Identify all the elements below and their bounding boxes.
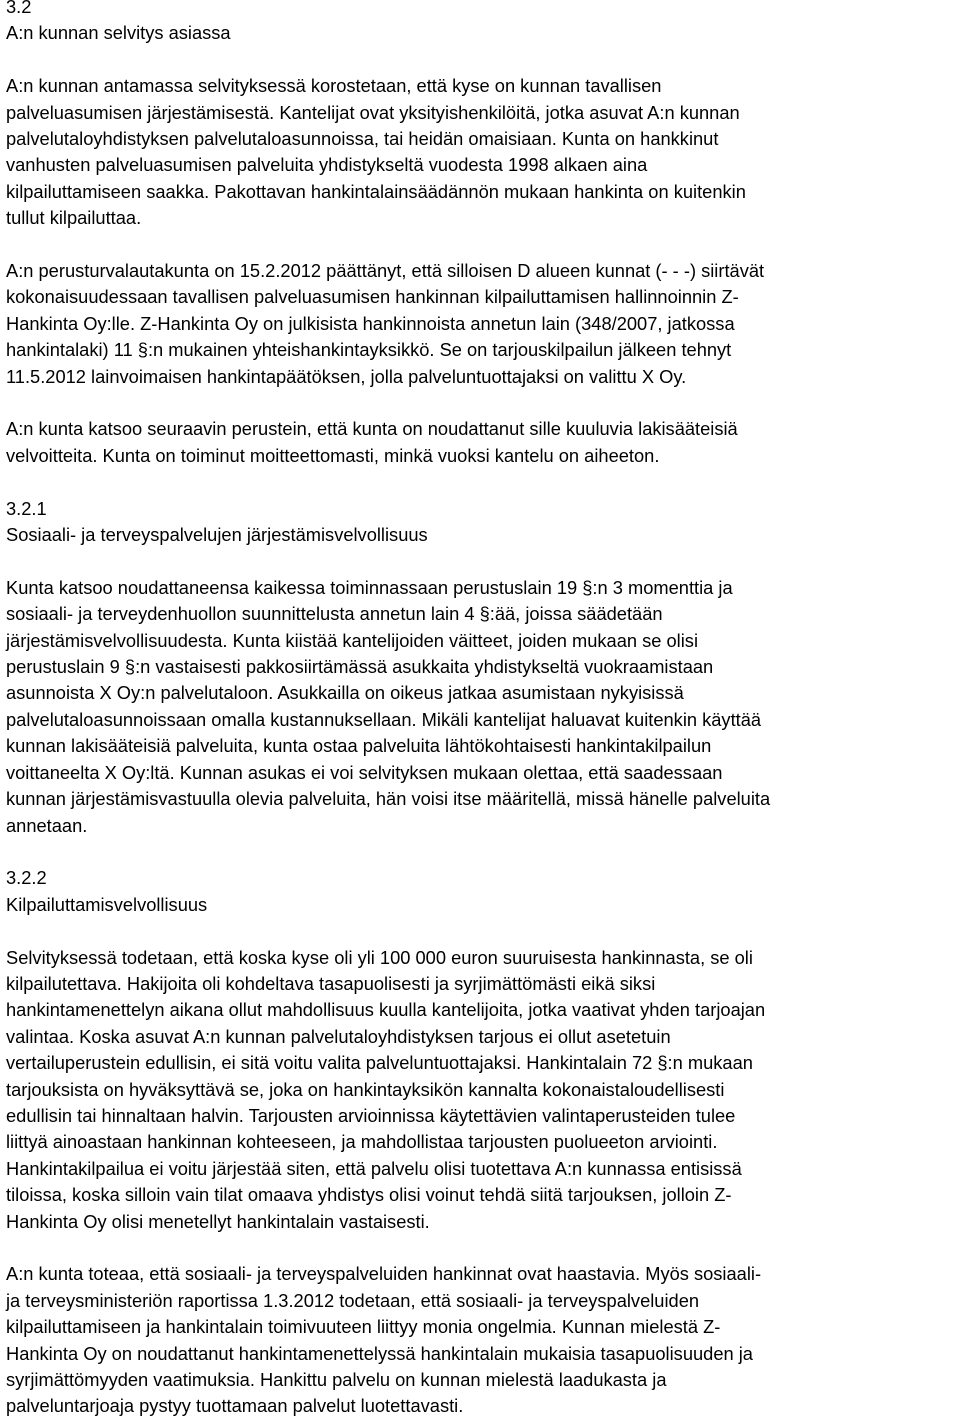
text-line: hankintalaki) 11 §:n mukainen yhteishankintayksikkö. Se on tarjouskilpailun jälkeen tehnyt (6, 339, 732, 361)
text-line: valintaa. Koska asuvat A:n kunnan palvelutaloyhdistyksen tarjous ei ollut asetetuin (6, 1025, 671, 1047)
intro-paragraph (6, 73, 948, 231)
text-line: Hankinta Oy olisi menetellyt hankintalain vastaisesti. (6, 1210, 430, 1232)
opinion-paragraph (6, 416, 948, 469)
text-line: tarjouksista on hyväksyttävä se, joka on hankintayksikön kannalta kokonaistaloudellisesti (6, 1078, 725, 1100)
paragraph-gap (6, 1235, 948, 1261)
paragraph-gap (6, 47, 948, 73)
text-line: ja terveysministeriön raportissa 1.3.2012 todetaan, että sosiaali- ja terveyspalveluiden (6, 1289, 700, 1311)
subsection-number: 3.2.2 (6, 867, 47, 889)
text-line: Kunta katsoo noudattaneensa kaikessa toiminnassaan perustuslain 19 §:n 3 momenttia ja (6, 576, 733, 598)
closing-paragraph (6, 1261, 948, 1419)
text-line: liittyä ainoastaan hankinnan kohteeseen, ja mahdollistaa tarjousten puolueeton arviointi. (6, 1131, 718, 1153)
text-line: A:n kunta katsoo seuraavin perustein, että kunta on noudattanut sille kuuluvia lakisääteisiä (6, 418, 738, 440)
text-line: Hankintakilpailua ei voitu järjestää siten, että palvelu olisi tuotettava A:n kunnassa entisissä (6, 1157, 742, 1179)
text-line: tullut kilpailuttaa. (6, 207, 142, 229)
section-number: 3.2 (6, 0, 32, 17)
text-line: palveluntarjoaja pystyy tuottamaan palvelut luotettavasti. (6, 1395, 464, 1417)
paragraph-gap (6, 839, 948, 865)
text-line: kokonaisuudessaan tavallisen palveluasumisen hankinnan kilpailuttamisen hallinnoinnin Z- (6, 286, 739, 308)
section-title: A:n kunnan selvitys asiassa (6, 22, 231, 44)
text-line: Hankinta Oy:lle. Z-Hankinta Oy on julkisista hankinnoista annetun lain (348/2007, jatkossa (6, 312, 735, 334)
text-line: järjestämisvelvollisuudesta. Kunta kiistää kantelijoiden väitteet, joiden mukaan se olisi (6, 629, 699, 651)
text-line: kilpailuttamiseen saakka. Pakottavan hankintalainsäädännön mukaan hankinta on kuitenkin (6, 180, 746, 202)
text-line: tiloissa, koska silloin vain tilat omaava yhdistys olisi voinut tehdä siitä tarjouksen, jolloin Z- (6, 1184, 732, 1206)
text-line: perustuslain 9 §:n vastaisesti pakkosiirtämässä asukkaita yhdistykseltä vuokraamistaan (6, 656, 714, 678)
text-line: A:n kunta toteaa, että sosiaali- ja terveyspalveluiden hankinnat ovat haastavia. Myös sosiaali- (6, 1263, 762, 1285)
text-line: sosiaali- ja terveydenhuollon suunnittelusta annetun lain 4 §:ää, joissa säädetään (6, 603, 663, 625)
text-line: voittaneelta X Oy:ltä. Kunnan asukas ei voi selvityksen mukaan olettaa, että saadessaan (6, 761, 723, 783)
text-line: palvelutaloyhdistyksen palvelutaloasunnoissa, tai heidän omaisiaan. Kunta on hankkinut (6, 128, 719, 150)
text-line: 11.5.2012 lainvoimaisen hankintapäätöksen, jolla palveluntuottajaksi on valittu X Oy. (6, 365, 687, 387)
text-line: hankintamenettelyn aikana ollut mahdollisuus kuulla kantelijoita, jotka vaativat yhden tarjoajan (6, 999, 766, 1021)
paragraph-gap (6, 548, 948, 574)
text-line: edullisin tai hinnaltaan halvin. Tarjousten arvioinnissa käytettävien valintaperusteiden tulee (6, 1104, 736, 1126)
text-line: Selvityksessä todetaan, että koska kyse oli yli 100 000 euron suuruisesta hankinnasta, se oli (6, 946, 753, 968)
text-line: kilpailutettava. Hakijoita oli kohdeltava tasapuolisesti ja syrjimättömästi eikä siksi (6, 972, 656, 994)
text-line: asunnoista X Oy:n palvelutaloon. Asukkailla on oikeus jatkaa asumistaan nykyisissä (6, 682, 684, 704)
text-line: kunnan järjestämisvastuulla olevia palveluita, hän voisi itse määritellä, missä hänelle palveluita (6, 788, 771, 810)
text-line: syrjimättömyyden vaatimuksia. Hankittu palvelu on kunnan mielestä laadukasta ja (6, 1369, 667, 1390)
paragraph-gap (6, 469, 948, 495)
paragraph-gap (6, 918, 948, 944)
text-line: palvelutaloasunnoissaan omalla kustannuksellaan. Mikäli kantelijat haluavat kuitenkin käyttää (6, 708, 762, 730)
text-line: velvoitteita. Kunta on toiminut moitteettomasti, minkä vuoksi kantelu on aiheeton. (6, 444, 660, 466)
decision-paragraph (6, 258, 948, 390)
text-line: vertailuperustein edullisin, ei sitä voitu valita palveluntuottajaksi. Hankintalain 72 §:n mukaan (6, 1052, 753, 1074)
text-line: vanhusten palveluasumisen palveluita yhdistykseltä vuodesta 1998 alkaen aina (6, 154, 648, 176)
text-line: kilpailuttamiseen ja hankintalain toimivuuteen liittyy monia ongelmia. Kunnan mielestä Z- (6, 1316, 721, 1338)
text-line: kunnan lakisääteisiä palveluita, kunta ostaa palveluita lähtökohtaisesti hankintakilpailun (6, 735, 712, 757)
tendering-duty-paragraph (6, 945, 948, 1235)
subsection-title: Sosiaali- ja terveyspalvelujen järjestämisvelvollisuus (6, 524, 428, 546)
text-line: Hankinta Oy on noudattanut hankintamenettelyssä hankintalain mukaisia tasapuolisuuden ja (6, 1342, 753, 1364)
text-line: palveluasumisen järjestämisestä. Kantelijat ovat yksityishenkilöitä, jotka asuvat A:n kunnan (6, 101, 740, 123)
text-line: A:n kunnan antamassa selvityksessä korostetaan, että kyse on kunnan tavallisen (6, 75, 662, 97)
paragraph-gap (6, 390, 948, 416)
subsection-number: 3.2.1 (6, 497, 47, 519)
text-line: A:n perusturvalautakunta on 15.2.2012 päättänyt, että silloisen D alueen kunnat (- - -) siirtävät (6, 260, 765, 282)
organizing-duty-paragraph (6, 575, 948, 839)
paragraph-gap (6, 232, 948, 258)
text-line: annetaan. (6, 814, 88, 836)
subsection-title: Kilpailuttamisvelvollisuus (6, 893, 208, 915)
